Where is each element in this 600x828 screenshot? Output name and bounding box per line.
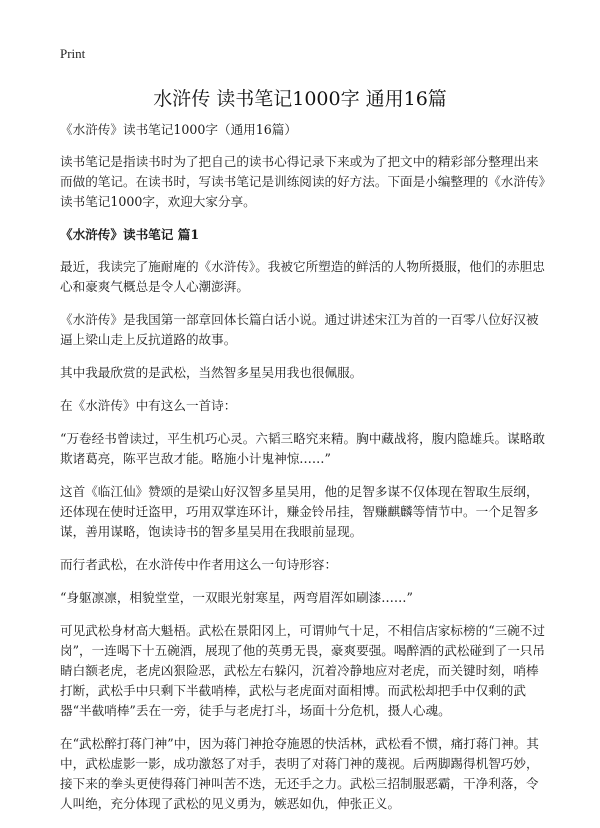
paragraph: 这首《临江仙》赞颂的是梁山好汉智多星吴用，他的足智多谋不仅体现在智取生辰纲，还体现在使时迁盗甲，巧用双掌连环计，赚金铃吊挂，智赚麒麟等情节中。一个足智多谋，善用谋略，饱读诗书的智多星吴用在我眼前显现。 xyxy=(60,484,539,539)
paragraph: 《水浒传》是我国第一部章回体长篇白话小说。通过讲述宋江为首的一百零八位好汉被逼上梁山走上反抗道路的故事。 xyxy=(60,312,539,347)
paragraph: 读书笔记是指读书时为了把自己的读书心得记录下来或为了把文中的精彩部分整理出来而做的笔记。在读书时，写读书笔记是训练阅读的好方法。下面是小编整理的《水浒传》读书笔记1000字，欢迎大家分享。 xyxy=(60,154,545,209)
article-subtitle: 《水浒传》读书笔记1000字（通用16篇） xyxy=(60,122,297,137)
paragraph: 在《水浒传》中有这么一首诗： xyxy=(60,398,237,413)
section-heading: 《水浒传》读书笔记 篇1 xyxy=(60,227,200,242)
paragraph: 其中我最欣赏的是武松，当然智多星吴用我也很佩服。 xyxy=(60,365,363,380)
page-title: 水浒传 读书笔记1000字 通用16篇 xyxy=(153,88,447,110)
paragraph: 而行者武松，在水浒传中作者用这么一句诗形容： xyxy=(60,557,338,572)
paragraph: 可见武松身材高大魁梧。武松在景阳冈上，可谓帅气十足，不相信店家标榜的“三碗不过岗”，一连喝下十五碗酒，展现了他的英勇无畏，豪爽要强。喝醉酒的武松碰到了一只吊睛白额老虎，老虎凶狠险恶，武松左右躲闪，沉着冷静地应对老虎，而关键时刻，哨棒打断，武松手中只剩下半截哨棒，武松与老虎面对面相博。而武松却把手中仅剩的武器“半截哨棒”丢在一旁，徒手与老虎打斗，场面十分危机，摄人心魂。 xyxy=(60,623,546,718)
print-label[interactable]: Print xyxy=(60,46,86,61)
article-body xyxy=(60,120,550,827)
paragraph: 最近，我读完了施耐庵的《水浒传》。我被它所塑造的鲜活的人物所摄服，他们的赤胆忠心和豪爽气概总是令人心潮澎湃。 xyxy=(60,259,545,294)
paragraph: “万卷经书曾读过，平生机巧心灵。六韬三略究来精。胸中藏战将，腹内隐雄兵。谋略敢欺诸葛亮，陈平岂敌才能。略施小计鬼神惊……” xyxy=(60,431,546,466)
paragraph: 在“武松醉打蒋门神”中，因为蒋门神抢夺施恩的快活林，武松看不惯，痛打蒋门神。其中，武松虚影一影，成功激怒了对手，表明了对蒋门神的蔑视。后两脚踢得机智巧妙，接下来的拳头更使得蒋门神叫苦不迭，无还手之力。武松三招制服恶霸，干净利落，令人叫绝，充分体现了武松的见义勇为，嫉恶如仇，伸张正义。 xyxy=(60,736,539,811)
paragraph: “身躯凛凛，相貌堂堂，一双眼光射寒星，两弯眉浑如刷漆……” xyxy=(60,590,413,605)
